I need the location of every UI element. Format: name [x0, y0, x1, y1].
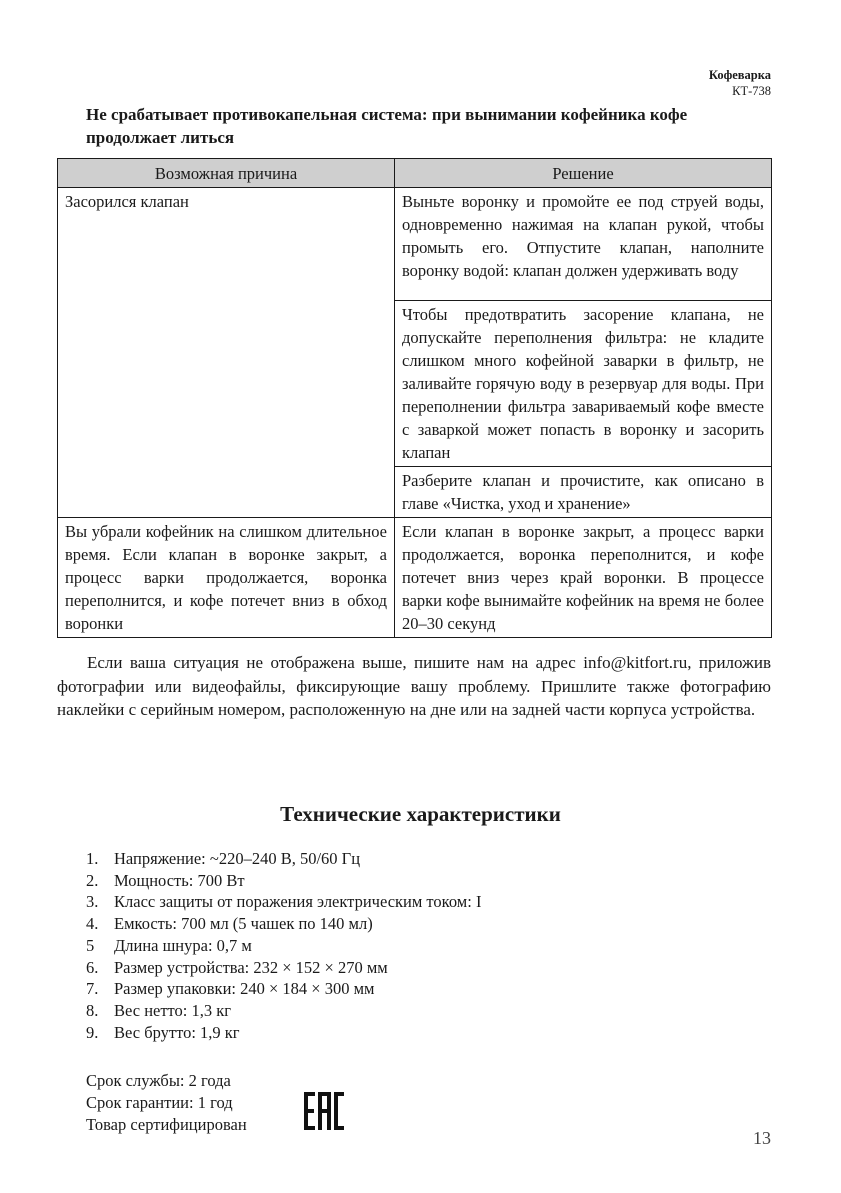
- list-item: [86, 957, 481, 979]
- list-item: [86, 1022, 481, 1044]
- solution-cell: Разберите клапан и прочистите, как описано в главе «Чистка, уход и хранение»: [395, 467, 772, 518]
- list-item: [86, 1000, 481, 1022]
- list-item: [86, 891, 481, 913]
- item-text: Вес нетто: 1,3 кг: [114, 1000, 232, 1020]
- item-number: 7.: [86, 979, 99, 999]
- item-text: Напряжение: ~220–240 В, 50/60 Гц: [114, 849, 361, 868]
- solution-cell: Чтобы предотвратить засорение клапана, не допускайте переполнения фильтра: не кладите слишком много кофейной заварки в фильтр, не заливайте горячую воду в резервуар для воды. При переполнении фильтра завариваемый кофе вместе с заваркой может попасть в воронку и засорить клапан: [395, 301, 772, 467]
- item-number: 3.: [86, 892, 99, 912]
- table-header-row: [58, 159, 772, 188]
- list-item: [86, 935, 481, 957]
- table-row: [58, 518, 772, 638]
- model-number: КТ-738: [732, 84, 771, 98]
- warranty-period: Срок гарантии: 1 год: [86, 1093, 233, 1112]
- certification-note: Товар сертифицирован: [86, 1115, 247, 1134]
- list-item: [86, 978, 481, 1000]
- page-number: 13: [753, 1128, 771, 1148]
- troubleshooting-table: [57, 158, 772, 638]
- item-text: Класс защиты от поражения электрическим током: I: [114, 892, 482, 912]
- column-header-cause: Возможная причина: [58, 159, 395, 188]
- cause-cell: Вы убрали кофейник на слишком длительное время. Если клапан в воронке закрыт, а процесс варки продолжается, воронка переполнится, и кофе потечет вниз в обход воронки: [58, 518, 395, 638]
- column-header-solution: Решение: [395, 159, 772, 188]
- cause-cell: Засорился клапан: [58, 188, 395, 518]
- product-name: Кофеварка: [708, 68, 771, 82]
- eac-logo-icon: [303, 1090, 345, 1132]
- item-text: Мощность: 700 Вт: [114, 870, 245, 890]
- list-item: [86, 848, 481, 870]
- footer-info: [86, 1070, 247, 1136]
- item-number: 1.: [86, 849, 99, 868]
- table-row: [58, 188, 772, 301]
- item-number: 2.: [86, 870, 99, 890]
- item-number: 5: [86, 935, 95, 955]
- item-text: Емкость: 700 мл (5 чашек по 140 мл): [114, 914, 373, 934]
- tech-specs-list: [86, 848, 481, 1043]
- item-text: Вес брутто: 1,9 кг: [114, 1022, 240, 1042]
- item-number: 6.: [86, 957, 99, 977]
- item-text: Размер упаковки: 240 × 184 × 300 мм: [114, 979, 375, 999]
- list-item: [86, 913, 481, 935]
- contact-paragraph: Если ваша ситуация не отображена выше, пишите нам на адрес info@kitfort.ru, приложив фотографии или видеофайлы, фиксирующие вашу проблему. Пришлите также фотографию наклейки с серийным номером, расположенную на дне или на задней части корпуса устройства.: [57, 653, 771, 719]
- item-number: 9.: [86, 1022, 99, 1042]
- item-text: Размер устройства: 232 × 152 × 270 мм: [114, 957, 388, 977]
- solution-cell: Если клапан в воронке закрыт, а процесс варки продолжается, воронка переполнится, и кофе потечет вниз через край воронки. В процессе варки кофе вынимайте кофейник на время не более 20–30 секунд: [395, 518, 772, 638]
- list-item: [86, 870, 481, 892]
- item-text: Длина шнура: 0,7 м: [114, 935, 252, 955]
- tech-specs-title: Технические характеристики: [280, 802, 561, 826]
- service-life: Срок службы: 2 года: [86, 1071, 231, 1090]
- document-header: [709, 67, 771, 99]
- item-number: 4.: [86, 914, 99, 934]
- solution-cell: Выньте воронку и промойте ее под струей воды, одновременно нажимая на клапан рукой, чтобы промыть его. Отпустите клапан, наполните воронку водой: клапан должен удерживать воду: [395, 188, 772, 301]
- item-number: 8.: [86, 1000, 99, 1020]
- section-title: Не срабатывает противокапельная система: при вынимании кофейника кофе продолжает литься: [86, 105, 688, 147]
